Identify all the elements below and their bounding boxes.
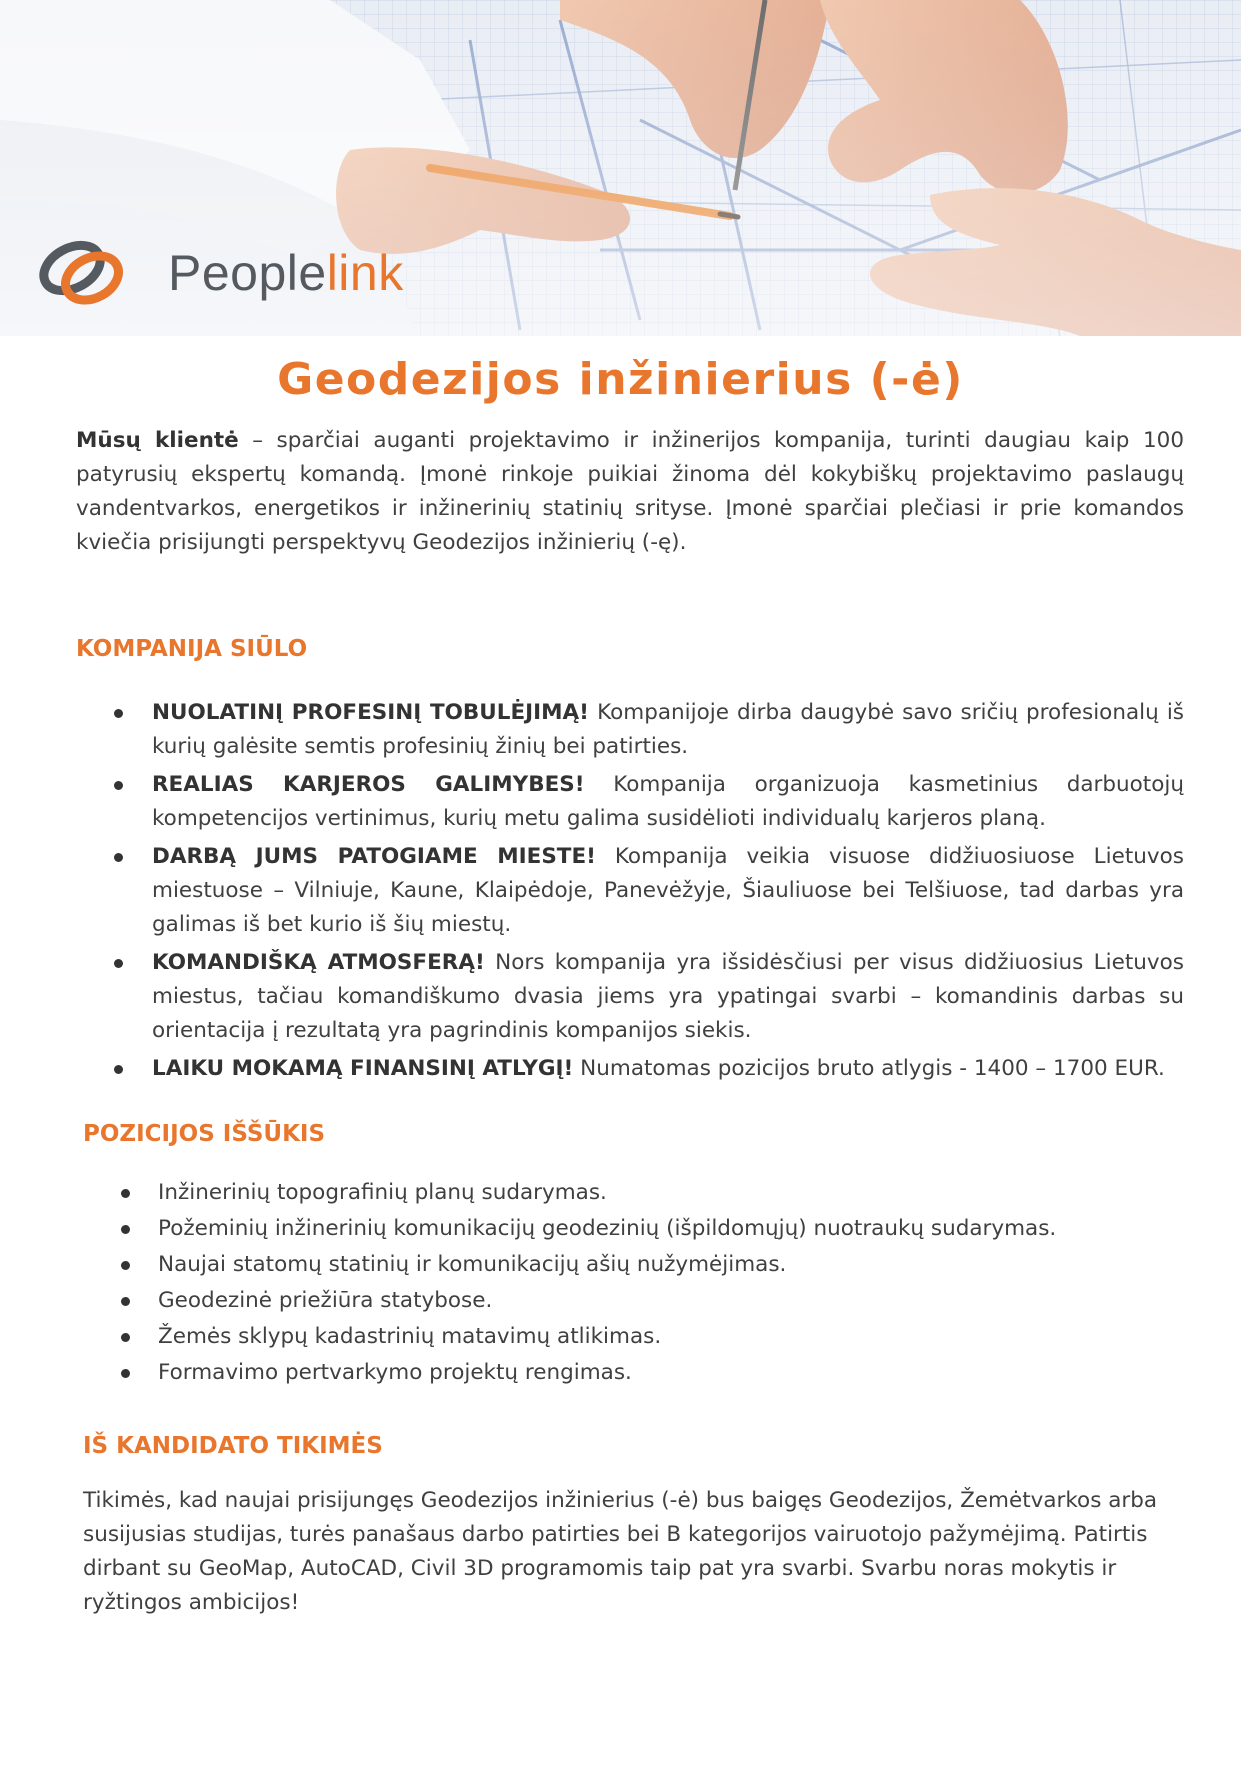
- bullet-icon: [114, 853, 123, 862]
- header-banner: [0, 0, 1241, 336]
- offer-title: DARBĄ JUMS PATOGIAME MIESTE!: [152, 844, 596, 869]
- peoplelink-logo: [30, 228, 430, 320]
- bullet-icon: [114, 959, 123, 968]
- intro-lead: Mūsų klientė: [76, 428, 239, 453]
- bullet-icon: [121, 1225, 130, 1234]
- list-item: [112, 840, 1184, 942]
- logo-word-link: link: [326, 245, 404, 301]
- list-item: [118, 1248, 1184, 1282]
- section-heading-challenge: POZICIJOS IŠŠŪKIS: [83, 1121, 326, 1147]
- offer-title: REALIAS KARJEROS GALIMYBES!: [152, 772, 585, 797]
- bullet-icon: [121, 1261, 130, 1270]
- challenge-text: Formavimo pertvarkymo projektų rengimas.: [158, 1360, 632, 1385]
- list-item: [118, 1176, 1184, 1210]
- offer-text: Numatomas pozicijos bruto atlygis - 1400 – 1700 EUR.: [573, 1056, 1165, 1081]
- offer-text: Nors kompanija yra išsidėsčiusi per visus didžiuosius Lietuvos miestus, tačiau komandiškumo dvasia jiems yra ypatingai svarbi – komandinis darbas su orientacija į rezultatą yra pagrindinis kompanijos siekis.: [152, 950, 1184, 1043]
- intro-paragraph: [76, 424, 1184, 560]
- logo-word-people: People: [168, 245, 327, 301]
- offer-title: LAIKU MOKAMĄ FINANSINĮ ATLYGĮ!: [152, 1056, 574, 1081]
- logo-wordmark: [168, 244, 404, 302]
- offer-title: NUOLATINĮ PROFESINĮ TOBULĖJIMĄ!: [152, 700, 589, 725]
- bullet-icon: [121, 1369, 130, 1378]
- offer-title: KOMANDIŠKĄ ATMOSFERĄ!: [152, 950, 485, 975]
- list-item: [118, 1356, 1184, 1390]
- section-heading-offers: KOMPANIJA SIŪLO: [76, 636, 308, 662]
- bullet-icon: [114, 781, 123, 790]
- challenge-text: Požeminių inžinerinių komunikacijų geodezinių (išpildomųjų) nuotraukų sudarymas.: [158, 1216, 1057, 1241]
- list-item: [112, 1052, 1184, 1086]
- offer-text: Kompanija organizuoja kasmetinius darbuotojų kompetencijos vertinimus, kurių metu galima susidėlioti individualų karjeros planą.: [152, 772, 1184, 831]
- candidate-paragraph: Tikimės, kad naujai prisijungęs Geodezijos inžinierius (-ė) bus baigęs Geodezijos, Žemėtvarkos arba susijusias studijas, turės panašaus darbo patirties bei B kategorijos vairuotojo pažymėjimą. Patirtis dirbant su GeoMap, AutoCAD, Civil 3D programomis taip pat yra svarbi. Svarbu noras mokytis ir ryžtingos ambicijos!: [83, 1488, 1158, 1615]
- section-heading-candidate: IŠ KANDIDATO TIKIMĖS: [83, 1433, 383, 1459]
- challenge-list: [118, 1176, 1184, 1392]
- offer-text: Kompanija veikia visuose didžiuosiuose Lietuvos miestuose – Vilniuje, Kaune, Klaipėdoje, Panevėžyje, Šiauliuose bei Telšiuose, tad darbas yra galimas iš bet kurio iš šių miestų.: [152, 844, 1184, 937]
- list-item: [118, 1284, 1184, 1318]
- list-item: [118, 1320, 1184, 1354]
- bullet-icon: [114, 1065, 123, 1074]
- challenge-text: Naujai statomų statinių ir komunikacijų ašių nužymėjimas.: [158, 1252, 787, 1277]
- bullet-icon: [121, 1189, 130, 1198]
- logo-rings-icon: [30, 228, 130, 320]
- intro-text: – sparčiai auganti projektavimo ir inžinerijos kompanija, turinti daugiau kaip 100 patyrusių ekspertų komandą. Įmonė rinkoje puikiai žinoma dėl kokybiškų projektavimo paslaugų vandentvarkos, energetikos ir inžinerinių statinių srityse. Įmonė sparčiai plečiasi ir prie komandos kviečia prisijungti perspektyvų Geodezijos inžinierių (-ę).: [76, 428, 1184, 555]
- bullet-icon: [121, 1333, 130, 1342]
- page-title: Geodezijos inžinierius (-ė): [277, 354, 964, 405]
- challenge-text: Žemės sklypų kadastrinių matavimų atlikimas.: [158, 1324, 662, 1349]
- offer-text: Kompanijoje dirba daugybė savo sričių profesionalų iš kurių galėsite semtis profesinių žinių bei patirties.: [152, 700, 1184, 759]
- challenge-text: Inžinerinių topografinių planų sudarymas.: [158, 1180, 607, 1205]
- challenge-text: Geodezinė priežiūra statybose.: [158, 1288, 493, 1313]
- bullet-icon: [121, 1297, 130, 1306]
- offers-list: [112, 696, 1184, 1090]
- list-item: [112, 768, 1184, 836]
- list-item: [112, 946, 1184, 1048]
- list-item: [112, 696, 1184, 764]
- list-item: [118, 1212, 1184, 1246]
- bullet-icon: [114, 709, 123, 718]
